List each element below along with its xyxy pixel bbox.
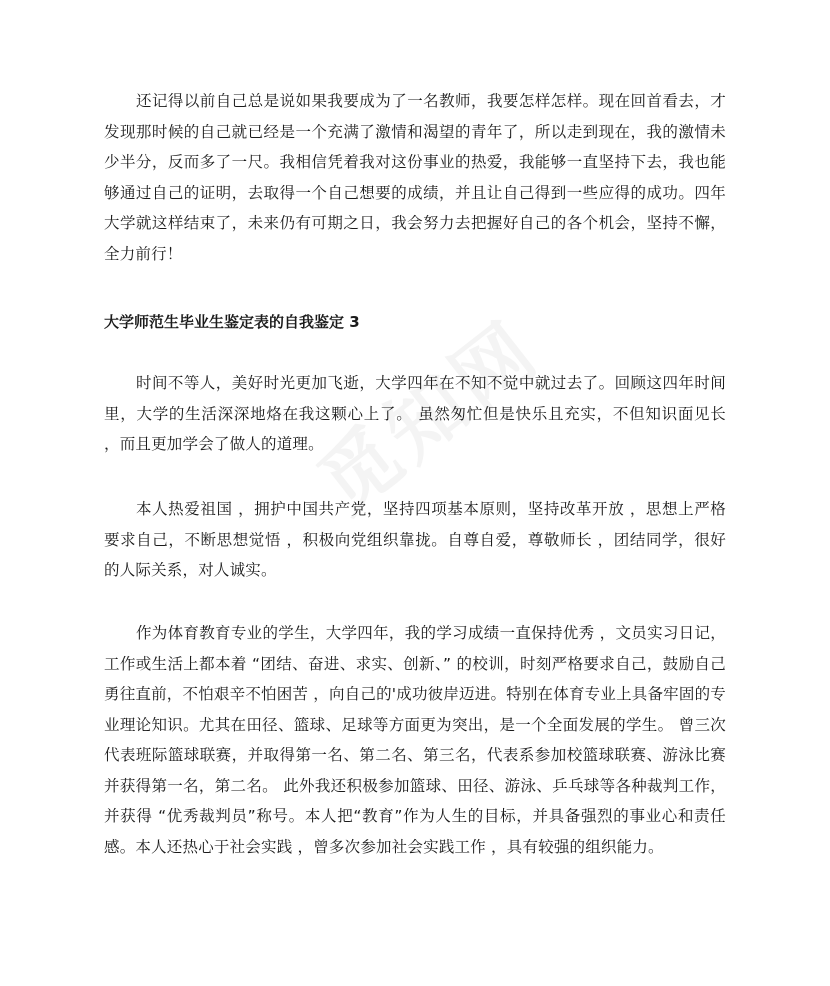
paragraph-political-attitude: 本人热爱祖国 ，拥护中国共产党，坚持四项基本原则，坚持改革开放 ，思想上严格要求自己，不断思想觉悟 ，积极向党组织靠拢。自尊自爱，尊敬师长 ，团结同学，很好的人际关系，对人诚实。 (104, 500, 726, 579)
paragraph-time-passing: 时间不等人，美好时光更加飞逝，大学四年在不知不觉中就过去了。回顾这四年时间里，大学的生活深深地烙在我这颗心上了。 虽然匆忙但是快乐且充实，不但知识面见长 ，而且更加学会了做人的道理。 (104, 374, 726, 453)
section-heading: 大学师范生毕业生鉴定表的自我鉴定 3 (104, 313, 360, 331)
paragraph-academic-achievements: 作为体育教育专业的学生，大学四年，我的学习成绩一直保持优秀 ，文员实习日记，工作或生活上都本着 “团结、奋进、求实、创新、” 的校训，时刻严格要求自己，鼓励自己勇往直前，不怕艰辛不怕困苦 ，向自己的'成功彼岸迈进。特别在体育专业上具备牢固的专业理论知识。尤其在田径、篮球、足球等方面更为突出，是一个全面发展的学生。 曾三次代表班际篮球联赛，并取得第一名、第二名、第三名，代表系参加校篮球联赛、游泳比赛并获得第一名，第二名。 此外我还积极参加篮球、田径、游泳、乒乓球等各种裁判工作，并获得 “优秀裁判员”称号。本人把“教育”作为人生的目标，并具备强烈的事业心和责任感。本人还热心于社会实践 ，曾多次参加社会实践工作 ，具有较强的组织能力。 (104, 624, 726, 856)
paragraph-closing-reflection: 还记得以前自己总是说如果我要成为了一名教师，我要怎样怎样。现在回首看去，才发现那时候的自己就已经是一个充满了激情和渴望的青年了，所以走到现在，我的激情未少半分，反而多了一尺。我相信凭着我对这份事业的热爱，我能够一直坚持下去，我也能够通过自己的证明，去取得一个自己想要的成绩，并且让自己得到一些应得的成功。四年大学就这样结束了，未来仍有可期之日，我会努力去把握好自己的各个机会，坚持不懈，全力前行！ (104, 92, 726, 263)
